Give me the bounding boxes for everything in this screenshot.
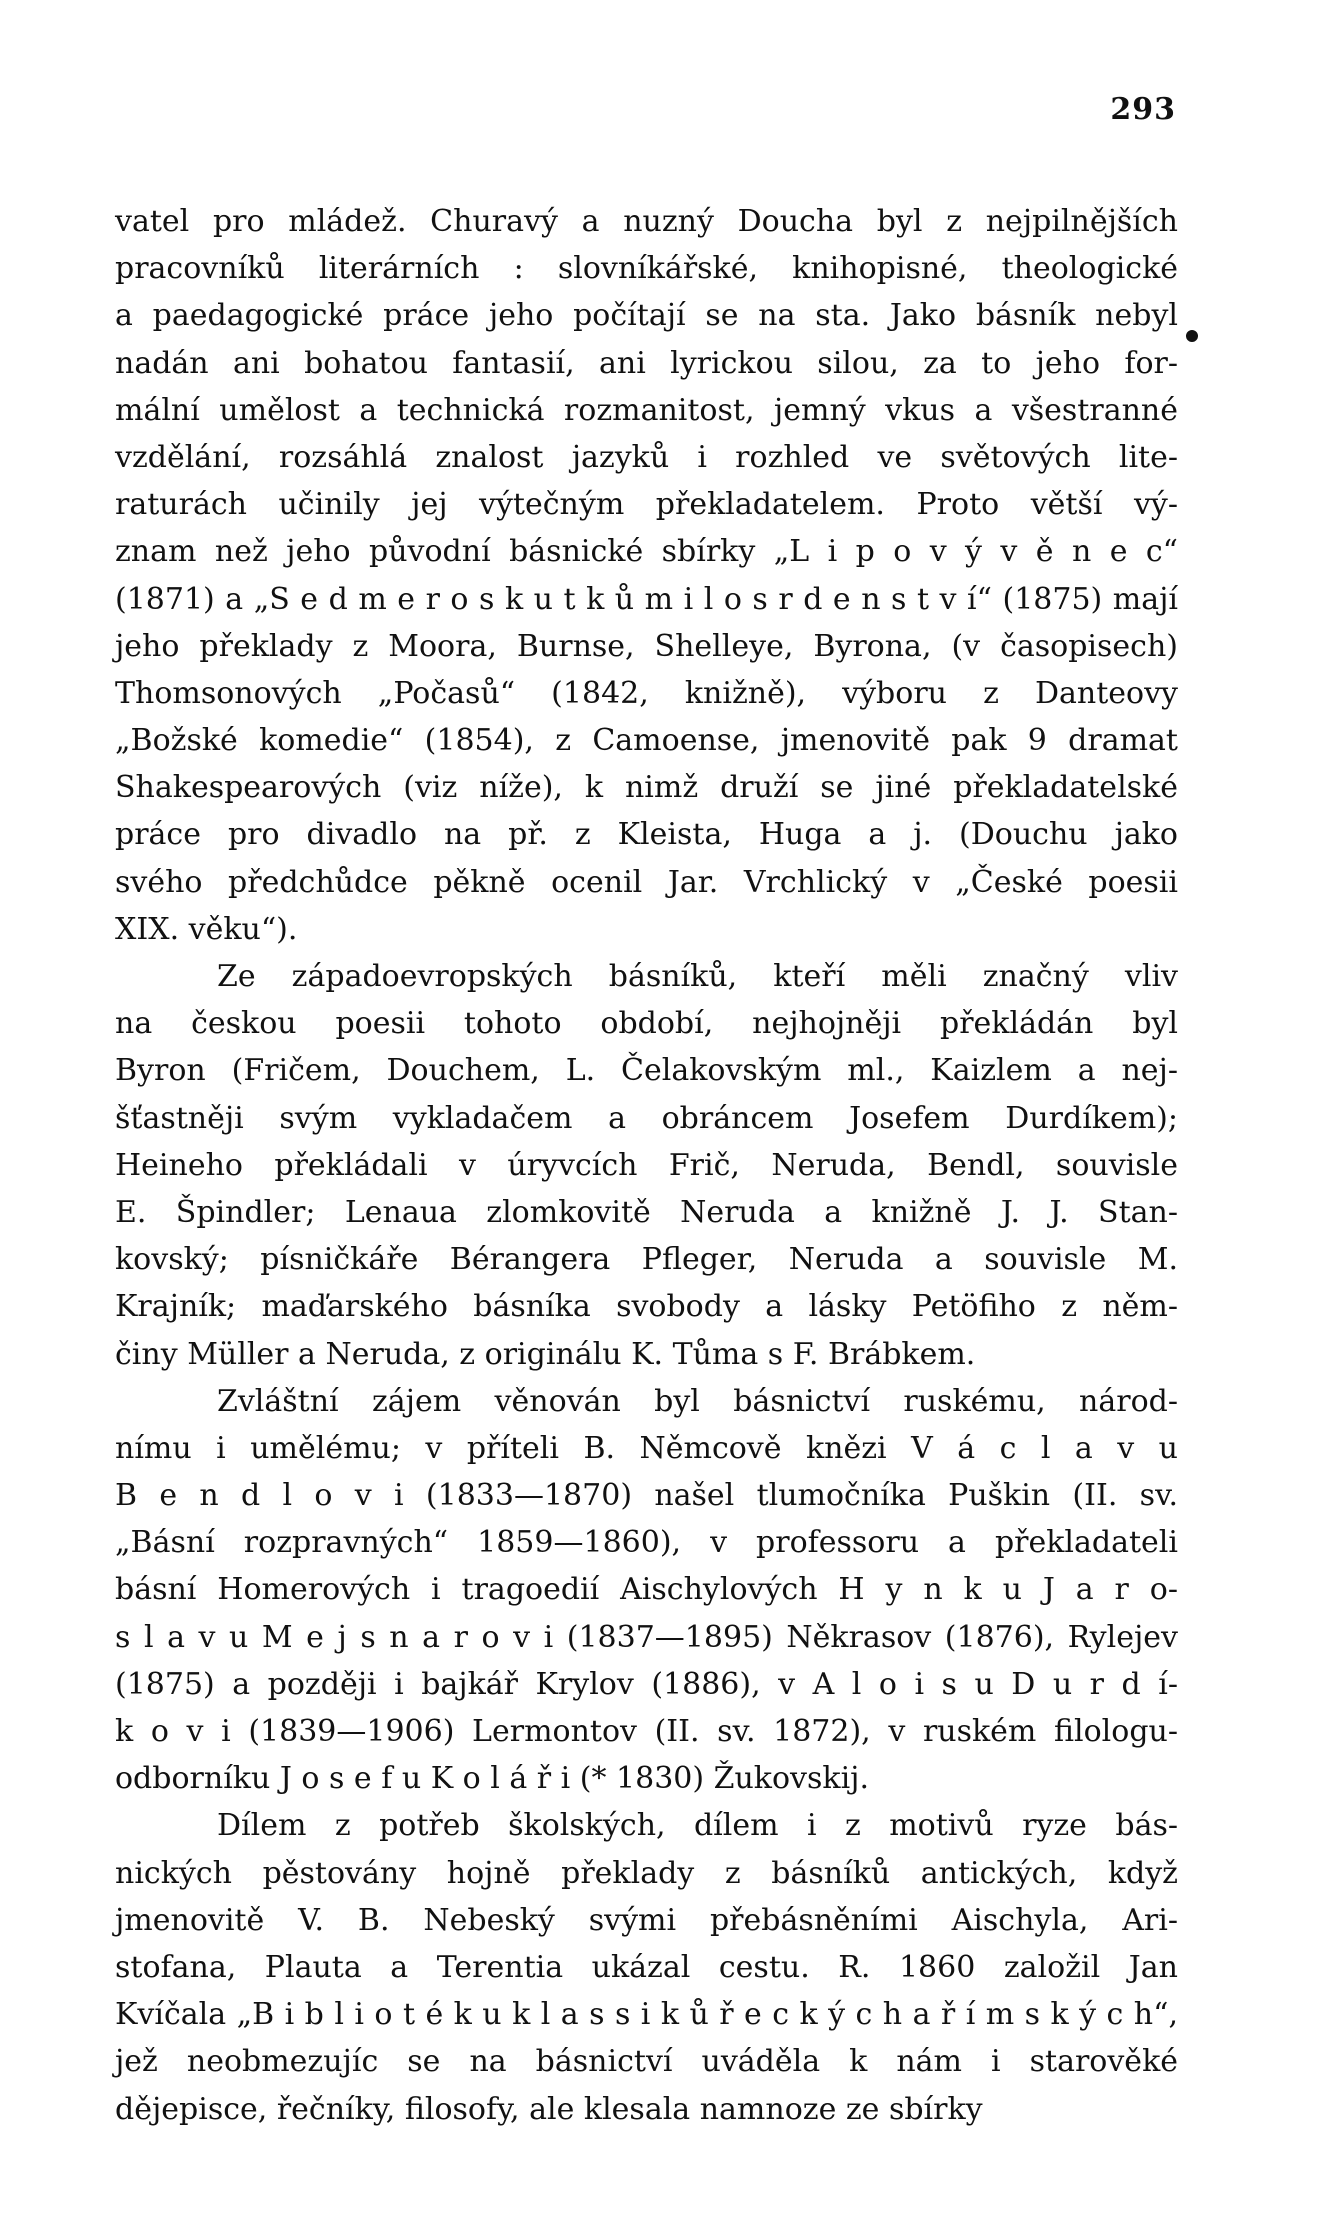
text-line: s l a v u M e j s n a r o v i (1837—1895) Někrasov (1876), Rylejev xyxy=(115,1619,1178,1655)
text-line: Heineho překládali v úryvcích Frič, Neruda, Bendl, souvisle xyxy=(115,1147,1178,1183)
paragraph-p2 xyxy=(115,953,1178,1378)
text-line: k o v i (1839—1906) Lermontov (II. sv. 1872), v ruském filologu- xyxy=(115,1714,1178,1749)
text-line: E. Špindler; Lenaua zlomkovitě Neruda a knižně J. J. Stan- xyxy=(115,1194,1178,1230)
text-line: vatel pro mládež. Churavý a nuzný Doucha byl z nejpilnějších xyxy=(115,204,1178,239)
text-line: šťastněji svým vykladačem a obráncem Josefem Durdíkem); xyxy=(115,1100,1178,1136)
text-line: jeho překlady z Moora, Burnse, Shelleye, Byrona, (v časopisech) xyxy=(115,628,1178,664)
text-line: činy Müller a Neruda, z originálu K. Tůma s F. Brábkem. xyxy=(115,1336,976,1372)
text-line: Ze západoevropských básníků, kteří měli značný vliv xyxy=(217,959,1178,994)
text-line: mální umělost a technická rozmanitost, jemný vkus a všestranné xyxy=(115,392,1178,428)
text-line: (1875) a později i bajkář Krylov (1886), v A l o i s u D u r d í- xyxy=(115,1666,1178,1702)
text-line: svého předchůdce pěkně ocenil Jar. Vrchlický v „České poesii xyxy=(115,864,1178,900)
text-line: XIX. věku“). xyxy=(115,911,298,947)
text-line: stofana, Plauta a Terentia ukázal cestu. R. 1860 založil Jan xyxy=(115,1949,1178,1985)
text-line: raturách učinily jej výtečným překladatelem. Proto větší vý- xyxy=(115,487,1178,523)
text-line: Kvíčala „B i b l i o t é k u k l a s s i k ů ř e c k ý c h a ř í m s k ý c h“, xyxy=(115,1997,1178,2033)
text-line: Zvláštní zájem věnován byl básnictví ruskému, národ- xyxy=(217,1383,1178,1419)
text-line: Byron (Fričem, Douchem, L. Čelakovským ml., Kaizlem a nej- xyxy=(115,1053,1178,1089)
page-number: 293 xyxy=(1110,92,1176,127)
margin-dot-mark xyxy=(1184,328,1201,345)
text-line: pracovníků literárních : slovníkářské, knihopisné, theologické xyxy=(115,251,1178,287)
text-line: nických pěstovány hojně překlady z básníků antických, když xyxy=(115,1855,1178,1891)
text-line: nadán ani bohatou fantasií, ani lyrickou silou, za to jeho for- xyxy=(115,345,1178,381)
text-line: (1871) a „S e d m e r o s k u t k ů m i l o s r d e n s t v í“ (1875) mají xyxy=(115,581,1178,617)
text-line: básní Homerových i tragoedií Aischylových H y n k u J a r o- xyxy=(115,1572,1178,1608)
paragraph-p3 xyxy=(115,1378,1178,1803)
text-line: vzdělání, rozsáhlá znalost jazyků i rozhled ve světových lite- xyxy=(115,439,1178,475)
text-line: dějepisce, řečníky, filosofy, ale klesala namnoze ze sbírky xyxy=(115,2091,983,2127)
text-line: „Básní rozpravných“ 1859—1860), v professoru a překladateli xyxy=(115,1525,1178,1561)
text-line: odborníku J o s e f u K o l á ř i (* 1830) Žukovskij. xyxy=(115,1761,869,1797)
text-line: Thomsonových „Počasů“ (1842, knižně), výboru z Danteovy xyxy=(115,675,1178,711)
text-line: a paedagogické práce jeho počítají se na sta. Jako básník nebyl xyxy=(115,298,1178,334)
paragraph-p1 xyxy=(115,198,1178,953)
text-line: jmenovitě V. B. Nebeský svými přebásněními Aischyla, Ari- xyxy=(115,1902,1178,1938)
text-line: „Božské komedie“ (1854), z Camoense, jmenovitě pak 9 dramat xyxy=(115,723,1178,759)
paragraph-p4 xyxy=(115,1802,1178,2132)
text-line: nímu i umělému; v příteli B. Němcově knězi V á c l a v u xyxy=(115,1430,1178,1466)
text-line: na českou poesii tohoto období, nejhojněji překládán byl xyxy=(115,1006,1178,1042)
text-line: Dílem z potřeb školských, dílem i z motivů ryze bás- xyxy=(217,1808,1178,1844)
text-line: Krajník; maďarského básníka svobody a lásky Petöfiho z něm- xyxy=(115,1289,1178,1325)
page-body-text xyxy=(115,198,1178,2133)
text-line: B e n d l o v i (1833—1870) našel tlumočníka Puškin (II. sv. xyxy=(115,1478,1178,1514)
text-line: znam než jeho původní básnické sbírky „L i p o v ý v ě n e c“ xyxy=(115,534,1178,570)
text-line: jež neobmezujíc se na básnictví uváděla k nám i starověké xyxy=(115,2044,1178,2080)
text-line: Shakespearových (viz níže), k nimž druží se jiné překladatelské xyxy=(115,770,1178,806)
text-line: kovský; písničkáře Bérangera Pfleger, Neruda a souvisle M. xyxy=(115,1242,1178,1278)
text-line: práce pro divadlo na př. z Kleista, Huga a j. (Douchu jako xyxy=(115,817,1178,853)
